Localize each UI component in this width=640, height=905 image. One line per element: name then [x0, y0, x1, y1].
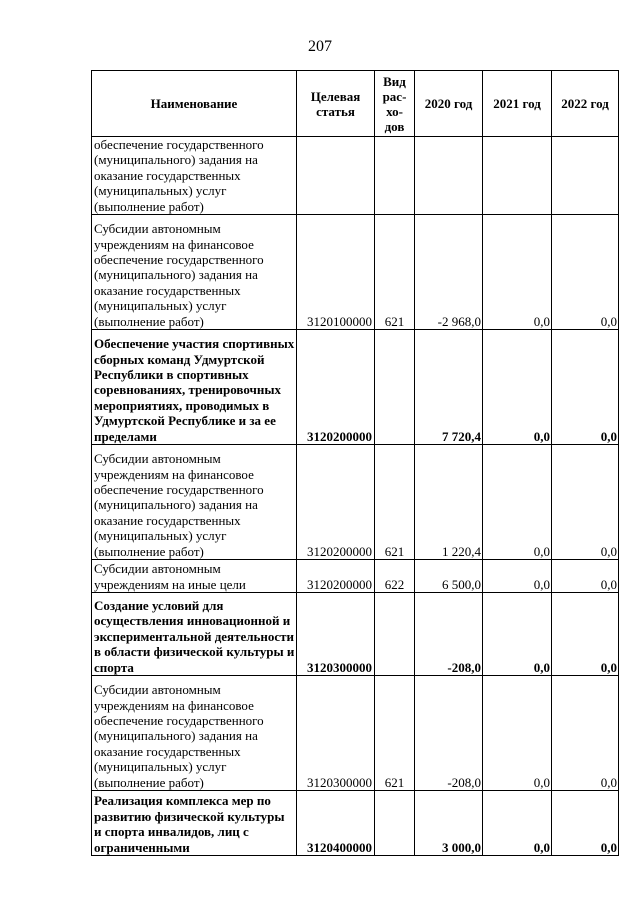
- row-2021: 0,0: [483, 791, 552, 856]
- row-vid: [375, 137, 415, 215]
- row-2020: -208,0: [415, 593, 483, 676]
- row-code: [297, 137, 375, 215]
- row-code: 3120100000: [297, 215, 375, 330]
- row-2021: 0,0: [483, 593, 552, 676]
- table-row: [92, 137, 619, 215]
- row-vid: 621: [375, 676, 415, 791]
- table-row: [92, 593, 619, 676]
- row-2021: 0,0: [483, 676, 552, 791]
- row-name: Реализация комплекса мер по развитию физической культуры и спорта инвалидов, лиц с ограниченными: [92, 791, 297, 856]
- row-2020: 1 220,4: [415, 445, 483, 560]
- row-2021: 0,0: [483, 215, 552, 330]
- table-row: [92, 215, 619, 330]
- row-vid: 621: [375, 445, 415, 560]
- row-2020: 7 720,4: [415, 330, 483, 445]
- row-name: Создание условий для осуществления инновационной и экспериментальной деятельности в области физической культуры и спорта: [92, 593, 297, 676]
- table-row: [92, 445, 619, 560]
- row-name: Обеспечение участия спортивных сборных команд Удмуртской Республики в спортивных соревнованиях, тренировочных мероприятиях, проводимых в Удмуртской Республике и за ее пределами: [92, 330, 297, 445]
- table-row: [92, 560, 619, 593]
- row-name: Субсидии автономным учреждениям на финансовое обеспечение государственного (муниципального) задания на оказание государственных (муниципальных) услуг (выполнение работ): [92, 676, 297, 791]
- row-2020: -2 968,0: [415, 215, 483, 330]
- row-2021: 0,0: [483, 560, 552, 593]
- header-name: Наименование: [92, 71, 297, 137]
- row-vid: 622: [375, 560, 415, 593]
- row-2022: 0,0: [552, 593, 619, 676]
- row-2022: 0,0: [552, 330, 619, 445]
- page-number: 207: [308, 38, 332, 55]
- row-2021: [483, 137, 552, 215]
- header-vid: Вид рас-хо-дов: [375, 71, 415, 137]
- row-vid: [375, 330, 415, 445]
- row-code: 3120300000: [297, 593, 375, 676]
- table-header-row: [92, 71, 619, 137]
- row-code: 3120200000: [297, 445, 375, 560]
- header-target: Целевая статья: [297, 71, 375, 137]
- header-2022: 2022 год: [552, 71, 619, 137]
- row-2020: 6 500,0: [415, 560, 483, 593]
- row-2022: 0,0: [552, 215, 619, 330]
- row-vid: [375, 593, 415, 676]
- row-vid: 621: [375, 215, 415, 330]
- row-name: обеспечение государственного (муниципального) задания на оказание государственных (муниципальных) услуг (выполнение работ): [92, 137, 297, 215]
- row-code: 3120400000: [297, 791, 375, 856]
- row-2022: [552, 137, 619, 215]
- row-code: 3120300000: [297, 676, 375, 791]
- row-2022: 0,0: [552, 676, 619, 791]
- header-2020: 2020 год: [415, 71, 483, 137]
- row-2022: 0,0: [552, 560, 619, 593]
- row-2021: 0,0: [483, 445, 552, 560]
- table-row: [92, 676, 619, 791]
- budget-table: [91, 70, 619, 856]
- row-2020: 3 000,0: [415, 791, 483, 856]
- row-2021: 0,0: [483, 330, 552, 445]
- row-2022: 0,0: [552, 791, 619, 856]
- row-name: Субсидии автономным учреждениям на иные цели: [92, 560, 297, 593]
- row-code: 3120200000: [297, 560, 375, 593]
- row-name: Субсидии автономным учреждениям на финансовое обеспечение государственного (муниципального) задания на оказание государственных (муниципальных) услуг (выполнение работ): [92, 445, 297, 560]
- table-row: [92, 330, 619, 445]
- row-code: 3120200000: [297, 330, 375, 445]
- row-name: Субсидии автономным учреждениям на финансовое обеспечение государственного (муниципального) задания на оказание государственных (муниципальных) услуг (выполнение работ): [92, 215, 297, 330]
- row-vid: [375, 791, 415, 856]
- row-2020: [415, 137, 483, 215]
- row-2022: 0,0: [552, 445, 619, 560]
- row-2020: -208,0: [415, 676, 483, 791]
- table-row: [92, 791, 619, 856]
- header-2021: 2021 год: [483, 71, 552, 137]
